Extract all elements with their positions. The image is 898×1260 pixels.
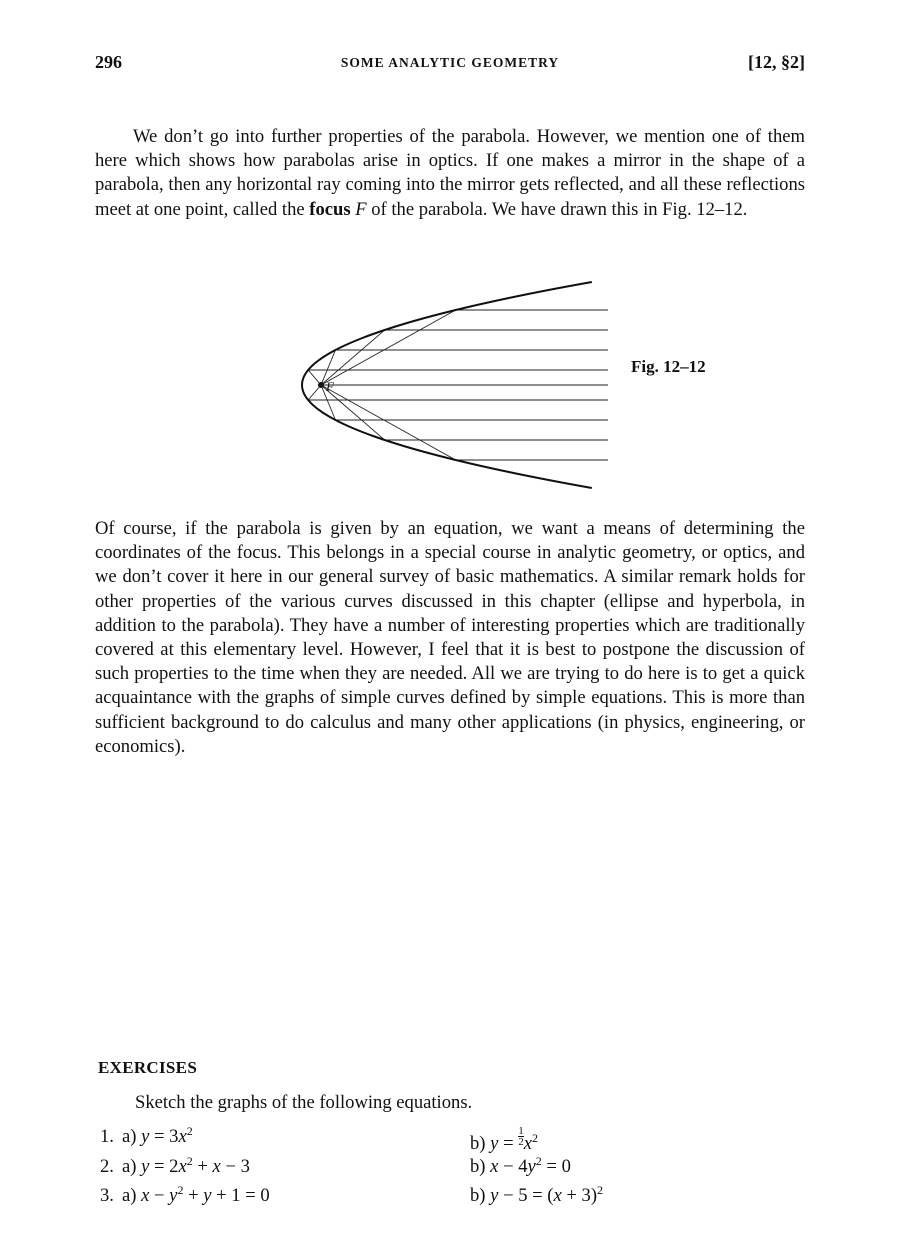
exercises-title: EXERCISES (98, 1058, 198, 1077)
parabola-focus-figure (290, 280, 620, 490)
paragraph-focus (95, 125, 805, 222)
paragraph-remarks: Of course, if the parabola is given by an equation, we want a means of determining the coordinates of the focus. This belongs in a special course in analytic geometry, or optics, and we don’t cover it here in our general survey of basic mathematics. A similar remark holds for other properties of the various curves discussed in this chapter (ellipse and hyperbola, in addition to the parabola). They have a number of interesting properties which are traditionally covered at this elementary level. However, I feel that it is best to postpone the discussion of such properties to the time when they are needed. All we are trying to do here is to get a quick acquaintance with the graphs of simple curves defined by simple equations. This is more than sufficient background to do calculus and many other applications (in physics, engineering, or economics). (95, 518, 805, 757)
exercise-2a: a) $y = 2x^2 + x - 3$ (122, 1154, 250, 1177)
exercises-instruction: Sketch the graphs of the following equations. (135, 1092, 473, 1113)
exercise-3 (100, 1185, 800, 1211)
paragraph1-text-a: We don’t go into further properties of the parabola. However, we mention one of them here which shows how parabolas arise in optics. If one makes a mirror in the shape of a parabola, then any horizontal ray coming into the mirror gets reflected, and all these reflections meet at one point, called the (95, 126, 805, 220)
exercise-number: 2. (100, 1156, 114, 1177)
exercise-2b: b) $x - 4y^2 = 0$ (470, 1154, 571, 1177)
exercise-2 (100, 1156, 800, 1182)
exercise-1b: b) y = $\frac{1}{2}$ $x^2$ (470, 1125, 538, 1154)
focus-point (318, 382, 324, 388)
exercise-3a: a) $x - y^2 + y + 1 = 0$ (122, 1183, 270, 1206)
focus-var: F (355, 198, 367, 220)
exercise-1a: a) $y = 3x^2$ (122, 1124, 193, 1147)
focus-label: F (326, 379, 334, 394)
focus-term: focus (309, 198, 351, 220)
section-ref: [12, §2] (748, 52, 805, 72)
reflected-ray (321, 330, 385, 385)
paragraph1-text-b: of the parabola. We have drawn this in Fig. 12–12. (366, 198, 748, 220)
page-header (95, 52, 805, 76)
figure-caption: Fig. 12–12 (631, 357, 706, 376)
exercise-number: 3. (100, 1185, 114, 1206)
exercise-number: 1. (100, 1126, 114, 1147)
exercise-1 (100, 1126, 800, 1152)
exercise-3b: b) $y - 5 = (x + 3)^2$ (470, 1183, 604, 1206)
running-title: SOME ANALYTIC GEOMETRY (340, 55, 560, 70)
reflected-rays (308, 310, 608, 460)
page-number: 296 (95, 52, 122, 72)
